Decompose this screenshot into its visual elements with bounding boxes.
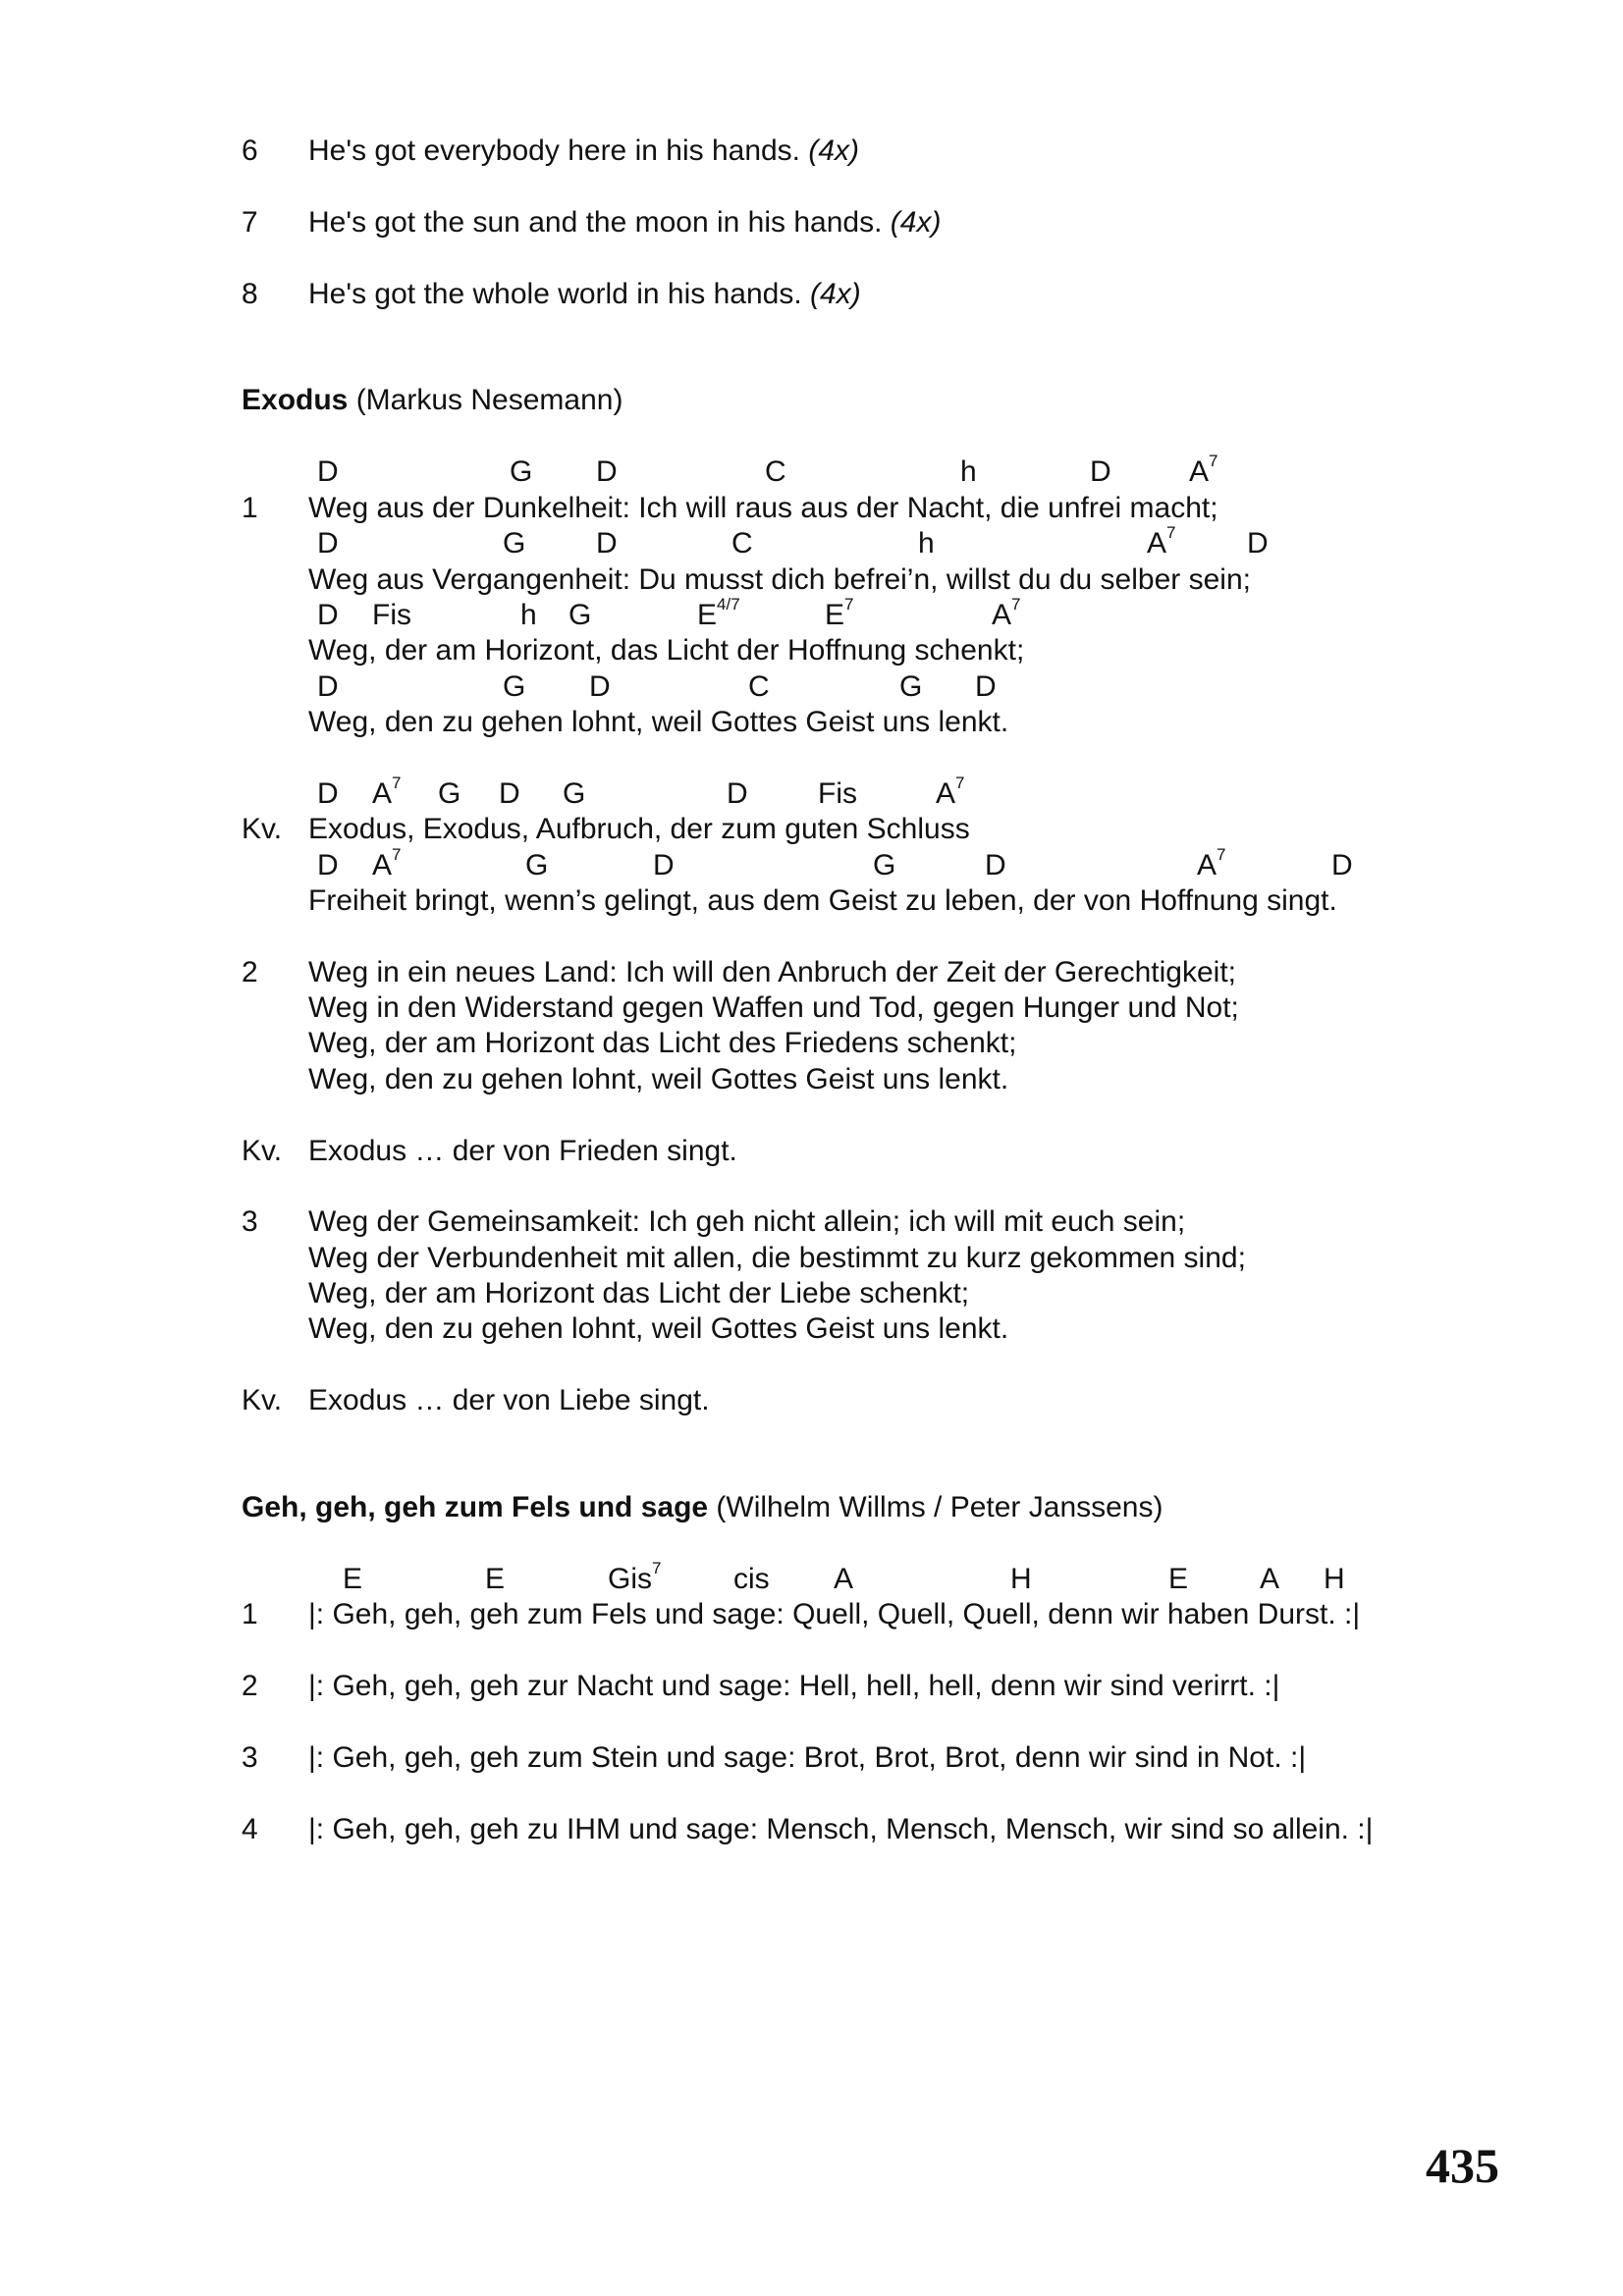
chord: D (317, 455, 339, 488)
chord: D (985, 849, 1006, 881)
verse-text: He's got everybody here in his hands. (308, 134, 801, 167)
verse-number: 2 (242, 1670, 258, 1702)
chord: D (596, 455, 618, 488)
lyric-line: Weg, den zu gehen lohnt, weil Gottes Geist uns lenkt. (308, 1063, 1009, 1095)
chord: Gis$^7$ (608, 1559, 662, 1595)
chord: G (438, 777, 461, 810)
chord: Fis (372, 599, 411, 631)
lyric-line: Exodus, Exodus, Aufbruch, der zum guten Schluss (308, 813, 970, 845)
chord: $E^{4/7}$ (697, 595, 740, 631)
chord: $A^7$ (1197, 845, 1226, 881)
repeat-marker: (4x) (890, 206, 942, 239)
chord: D (499, 777, 520, 810)
repeat-marker: (4x) (810, 278, 861, 310)
chord: cis (733, 1563, 770, 1595)
lyric-line: Weg aus der Dunkelheit: Ich will raus aus der Nacht, die unfrei macht; (308, 492, 1218, 524)
chord: E (1168, 1563, 1189, 1595)
lyric-line: |: Geh, geh, geh zum Fels und sage: Quell, Quell, Quell, denn wir haben Durst. :| (308, 1598, 1361, 1630)
chord: h (918, 527, 935, 560)
chord: G (503, 670, 526, 703)
song-title: Geh, geh, geh zum Fels und sage (242, 1491, 709, 1523)
refrain-label: Kv. (242, 1384, 283, 1416)
repeat-marker: (4x) (808, 134, 860, 167)
chord: h (520, 599, 537, 631)
verse-line (308, 205, 941, 240)
lyric-line: Weg der Verbundenheit mit allen, die bestimmt zu kurz gekommen sind; (308, 1242, 1246, 1274)
chord: D (1090, 455, 1111, 488)
chord: E (343, 1563, 363, 1595)
chord: D (596, 527, 618, 560)
lyric-line: |: Geh, geh, geh zur Nacht und sage: Hell, hell, hell, denn wir sind verirrt. :| (308, 1670, 1280, 1702)
chord: D (589, 670, 611, 703)
lyric-line: Weg in ein neues Land: Ich will den Anbruch der Zeit der Gerechtigkeit; (308, 956, 1236, 988)
chord: D (317, 849, 339, 881)
chord: $A^7$ (936, 774, 965, 810)
verse-number: 8 (242, 278, 258, 310)
lyric-line: Weg, der am Horizont, das Licht der Hoffnung schenkt; (308, 634, 1025, 667)
chord: D (727, 777, 748, 810)
verse-text: He's got the sun and the moon in his hands. (308, 206, 883, 239)
chord: D (975, 670, 997, 703)
song-author: (Markus Nesemann) (348, 384, 623, 416)
lyric-line: |: Geh, geh, geh zum Stein und sage: Brot, Brot, Brot, denn wir sind in Not. :| (308, 1741, 1307, 1774)
chord: C (748, 670, 770, 703)
chord: A (1260, 1563, 1280, 1595)
chord: G (899, 670, 923, 703)
chord: D (317, 670, 339, 703)
song-title-gehgeh (242, 1490, 1163, 1525)
chord: G (873, 849, 896, 881)
lyric-line: Weg, der am Horizont das Licht des Friedens schenkt; (308, 1027, 1017, 1059)
chord: A (834, 1563, 854, 1595)
chord: D (653, 849, 675, 881)
verse-number: 1 (242, 1598, 258, 1630)
lyric-line: Weg aus Vergangenheit: Du musst dich befrei’n, willst du du selber sein; (308, 563, 1251, 596)
chord: G (525, 849, 549, 881)
verse-number: 3 (242, 1741, 258, 1774)
chord: E (485, 1563, 506, 1595)
verse-number: 1 (242, 492, 258, 524)
lyric-line: |: Geh, geh, geh zu IHM und sage: Mensch, Mensch, Mensch, wir sind so allein. :| (308, 1813, 1374, 1845)
song-title-exodus (242, 383, 622, 418)
song-author: (Wilhelm Willms / Peter Janssens) (708, 1491, 1163, 1523)
verse-number: 2 (242, 956, 258, 988)
chord: $A^7$ (372, 774, 402, 810)
chord: G (503, 527, 526, 560)
chord: D (317, 599, 339, 631)
lyric-line: Weg, der am Horizont das Licht der Liebe schenkt; (308, 1277, 970, 1309)
lyric-line: Weg in den Widerstand gegen Waffen und Tod, gegen Hunger und Not; (308, 991, 1239, 1024)
chord: Fis (818, 777, 857, 810)
lyric-line: Weg, den zu gehen lohnt, weil Gottes Geist uns lenkt. (308, 1312, 1009, 1345)
verse-line (308, 277, 861, 312)
lyric-line: Weg, den zu gehen lohnt, weil Gottes Geist uns lenkt. (308, 706, 1009, 738)
chord: H (1324, 1563, 1345, 1595)
verse-line (308, 133, 859, 169)
song-title: Exodus (242, 384, 349, 416)
chord: C (765, 455, 786, 488)
chord: $E^7$ (825, 595, 854, 631)
chord: D (1331, 849, 1353, 881)
verse-number: 3 (242, 1205, 258, 1238)
chord: $A^7$ (1147, 523, 1176, 560)
lyric-line: Freiheit bringt, wenn’s gelingt, aus dem Geist zu leben, der von Hoffnung singt. (308, 884, 1337, 917)
chord: $A^7$ (1189, 452, 1218, 488)
lyric-line: Weg der Gemeinsamkeit: Ich geh nicht allein; ich will mit euch sein; (308, 1205, 1186, 1238)
verse-text: He's got the whole world in his hands. (308, 278, 802, 310)
chord: C (731, 527, 753, 560)
chord: H (1010, 1563, 1032, 1595)
chord: h (960, 455, 977, 488)
chord: G (510, 455, 533, 488)
verse-number: 7 (242, 206, 258, 239)
page-number: 435 (1426, 2138, 1499, 2193)
chord: D (317, 777, 339, 810)
refrain-label: Kv. (242, 813, 283, 845)
chord: G (568, 599, 592, 631)
chord: G (563, 777, 586, 810)
chord: $A^7$ (992, 595, 1021, 631)
verse-number: 4 (242, 1813, 258, 1845)
lyric-line: Exodus … der von Frieden singt. (308, 1135, 737, 1167)
lyric-line: Exodus … der von Liebe singt. (308, 1384, 710, 1416)
chord: D (1247, 527, 1269, 560)
verse-number: 6 (242, 134, 258, 167)
refrain-label: Kv. (242, 1135, 283, 1167)
chord: $A^7$ (372, 845, 402, 881)
chord: D (317, 527, 339, 560)
